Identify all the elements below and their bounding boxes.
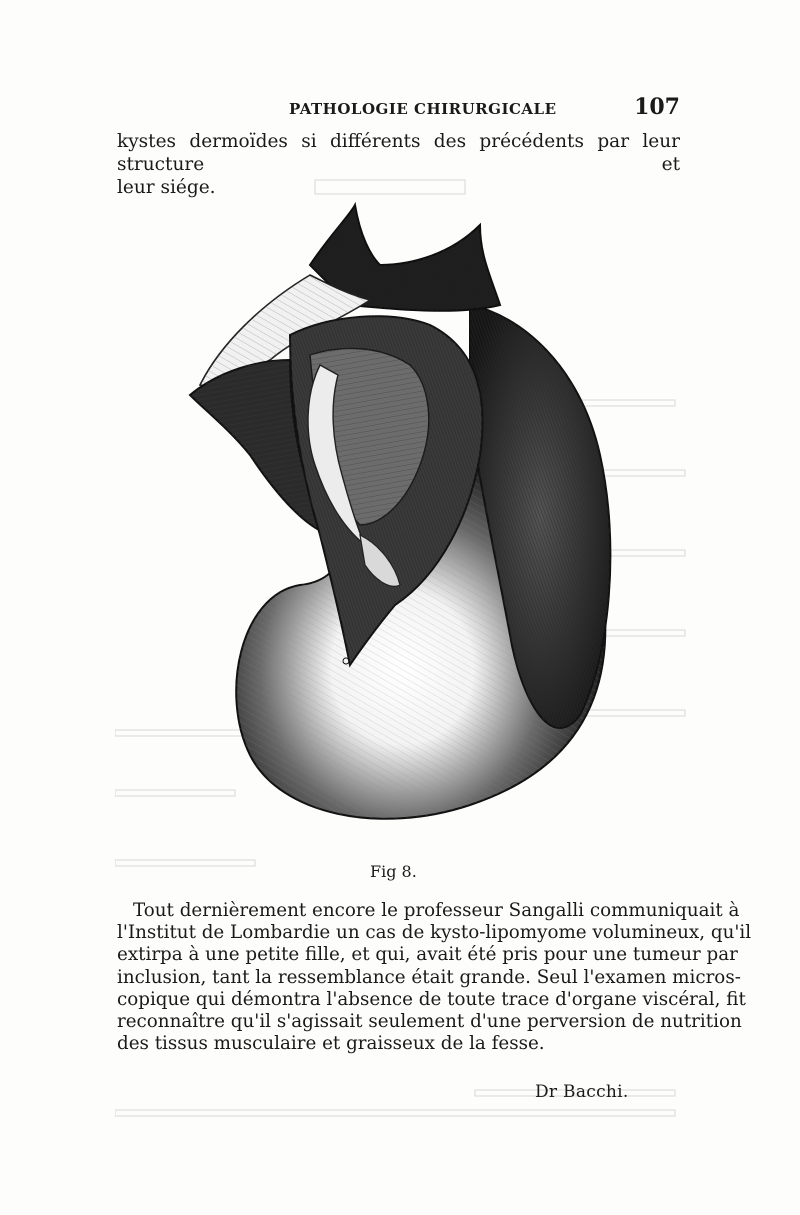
anatomical-engraving-figure [180,195,620,845]
intro-paragraph [117,130,680,199]
text-line: reconnaître qu'il s'agissait seulement d'une perversion de nutrition [117,1011,742,1033]
text-line: des tissus musculaire et graisseux de la fesse. [117,1033,545,1055]
author-signature: Dr Bacchi. [535,1082,629,1102]
tumor-engraving-illustration [180,195,620,845]
text-line: l'Institut de Lombardie un cas de kysto-lipomyome volumineux, qu'il [117,922,752,944]
text-line: copique qui démontra l'absence de toute trace d'organe viscéral, fit [117,988,746,1010]
text-line: extirpa à une petite fille, et qui, avait été pris pour une tumeur par [117,944,738,966]
text-line: kystes dermoïdes si différents des précédents par leur structure et [117,131,680,175]
running-head [117,94,680,124]
body-paragraph [117,900,752,1055]
text-line: Tout dernièrement encore le professeur Sangalli communiquait à [133,900,740,921]
text-line: leur siége. [117,177,216,198]
text-line: inclusion, tant la ressemblance était grande. Seul l'examen micros- [117,966,741,988]
running-title: PATHOLOGIE CHIRURGICALE [289,100,557,118]
figure-caption: Fig 8. [370,862,417,881]
page-number: 107 [634,94,680,120]
